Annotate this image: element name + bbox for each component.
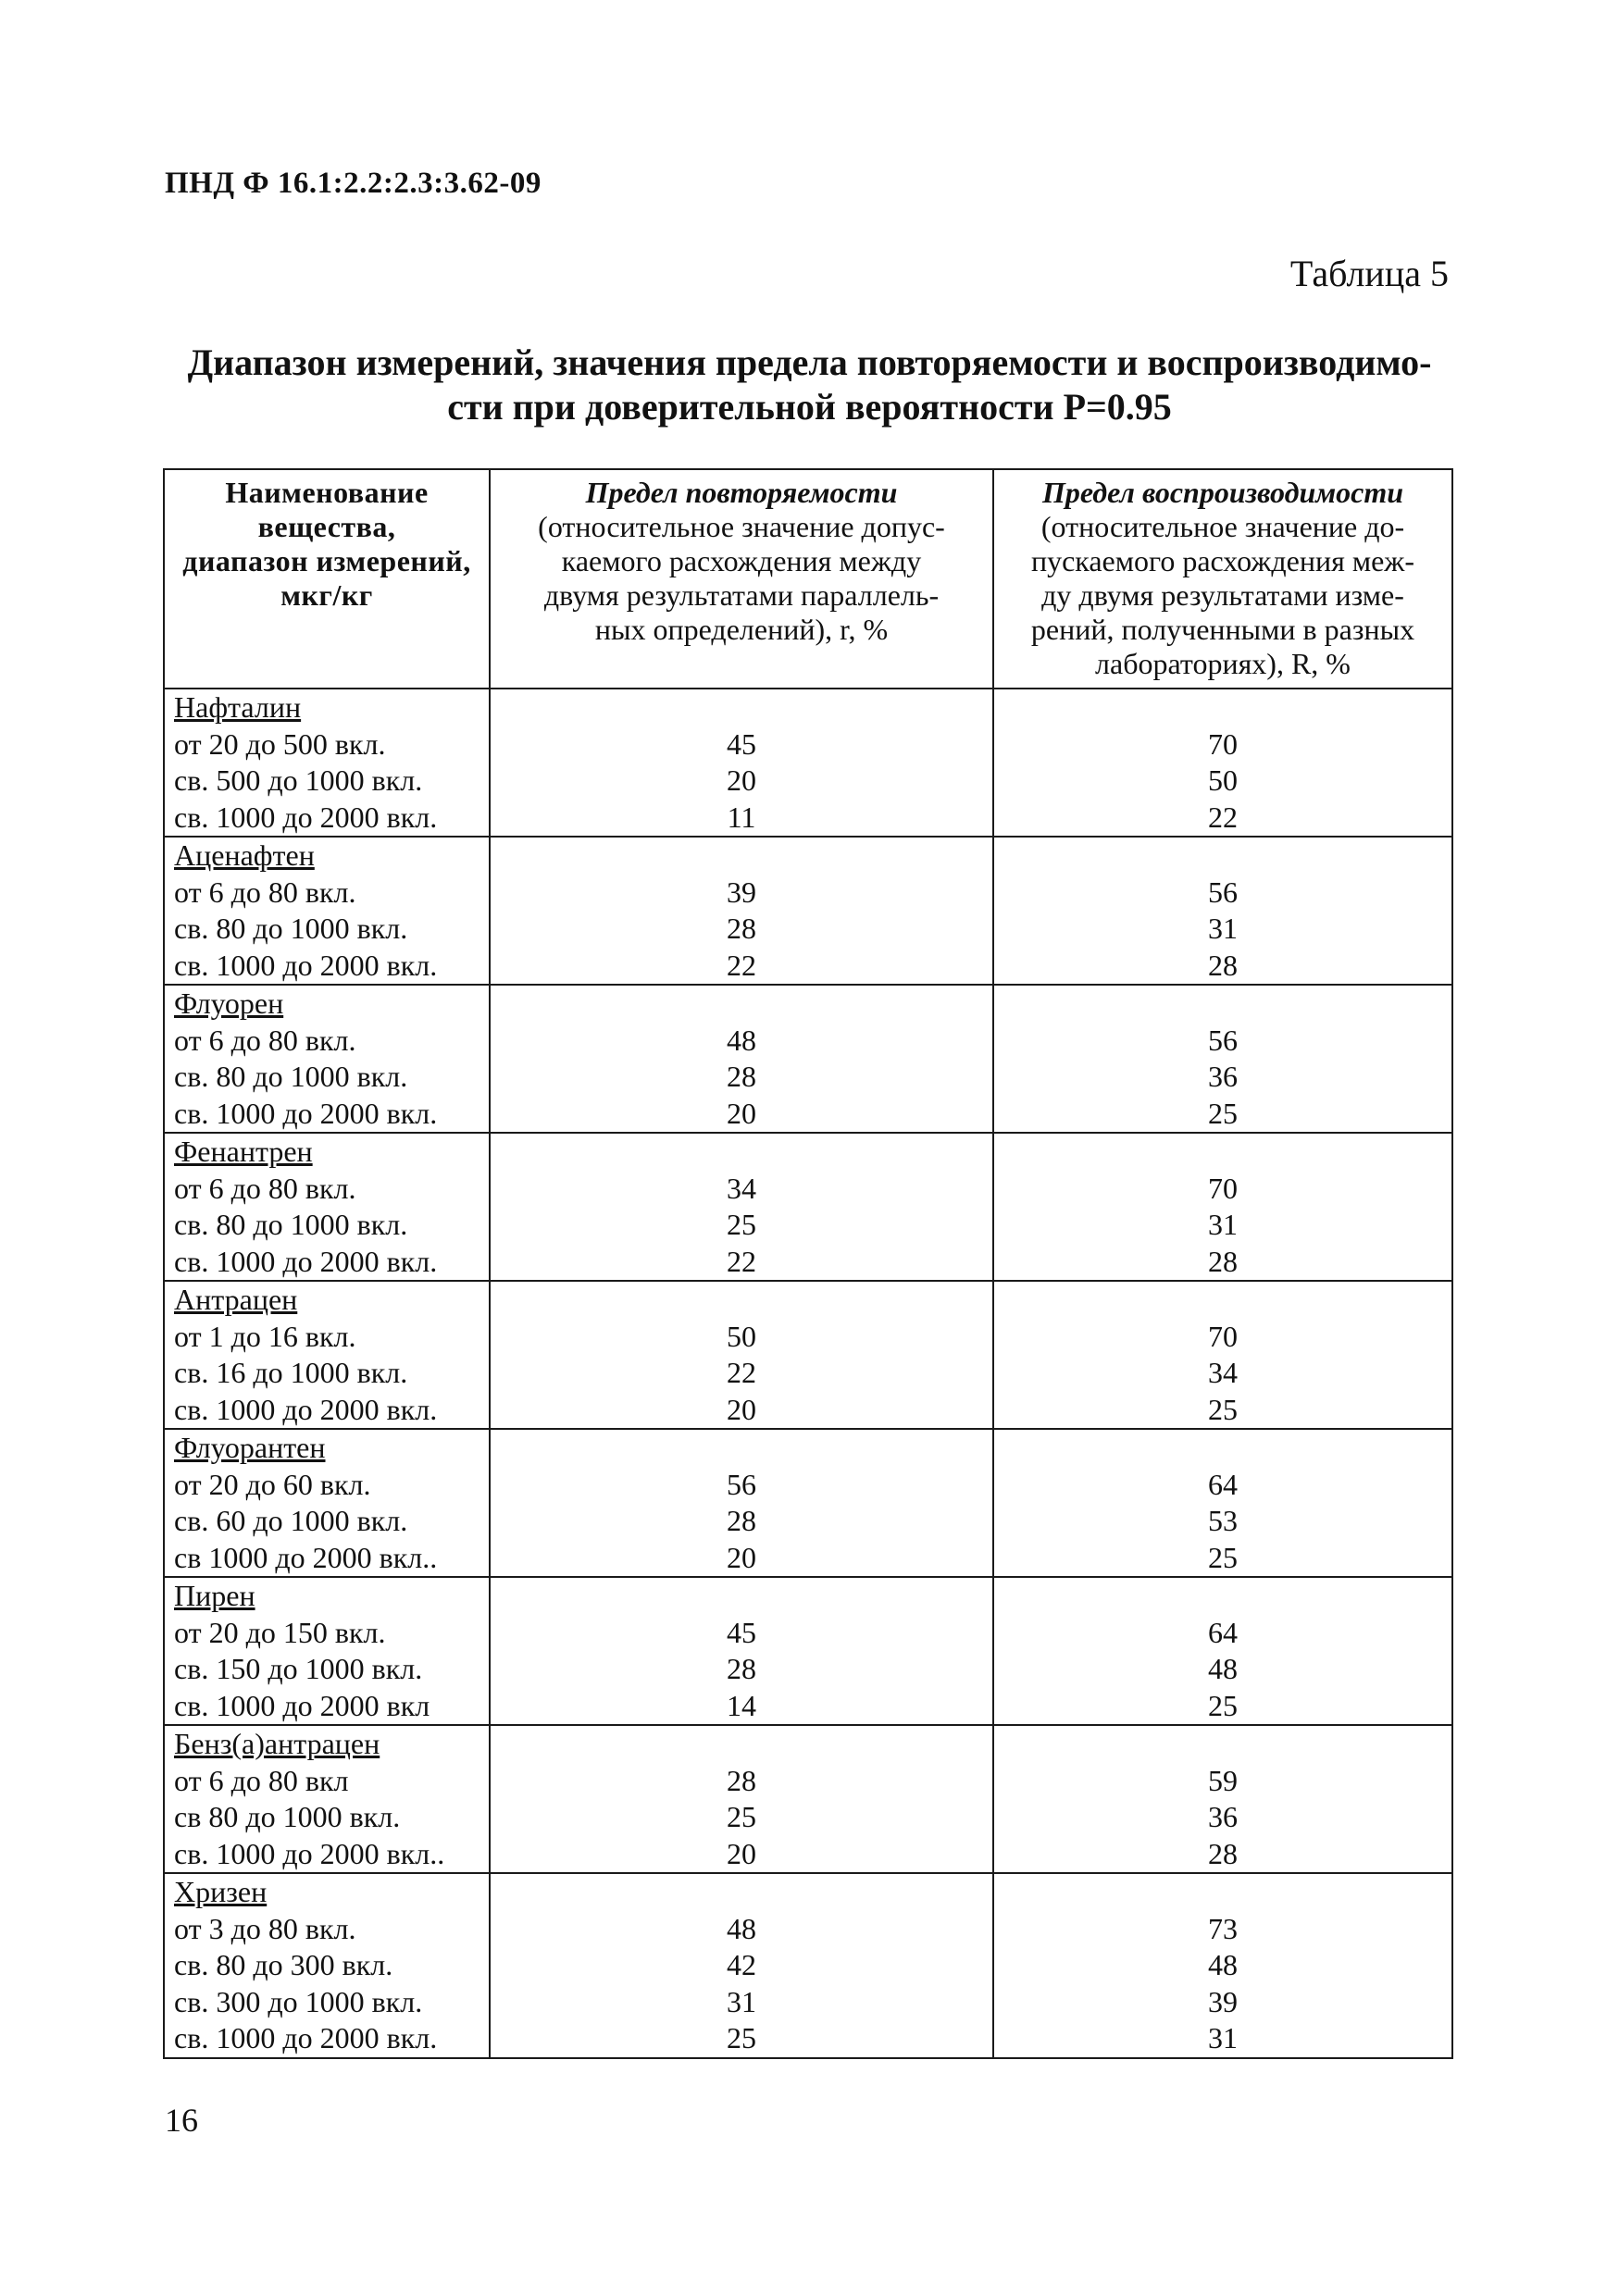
header-c2-line-1: (относительное значение допус- xyxy=(538,510,945,543)
reproducibility-value: 28 xyxy=(1208,1836,1238,1870)
table-row xyxy=(164,985,1452,1133)
reproducibility-value: 70 xyxy=(1208,726,1238,761)
substance-range-cell xyxy=(164,985,490,1133)
measurement-range: св. 1000 до 2000 вкл. xyxy=(174,1096,438,1130)
measurement-range: от 3 до 80 вкл. xyxy=(174,1911,356,1945)
reproducibility-value: 48 xyxy=(1208,1948,1238,1981)
reproducibility-value: 64 xyxy=(1208,1467,1238,1501)
substance-name: Нафталин xyxy=(174,690,302,724)
measurement-range: от 1 до 16 вкл. xyxy=(174,1319,356,1353)
reproducibility-value: 53 xyxy=(1208,1504,1238,1537)
substance-range-cell xyxy=(164,1429,490,1577)
table-header-row xyxy=(164,469,1452,689)
repeatability-value: 25 xyxy=(727,1800,756,1833)
reproducibility-value: 48 xyxy=(1208,1652,1238,1685)
measurement-range: св. 1000 до 2000 вкл. xyxy=(174,948,438,982)
substance-name: Хризен xyxy=(174,1875,268,1908)
reproducibility-cell xyxy=(993,1281,1452,1429)
repeatability-value: 28 xyxy=(727,1504,756,1537)
reproducibility-value: 59 xyxy=(1208,1763,1238,1797)
header-c3-line-5: лабораториях), R, % xyxy=(1095,647,1351,680)
substance-name: Антрацен xyxy=(174,1283,298,1316)
table-title xyxy=(139,341,1480,429)
repeatability-value: 28 xyxy=(727,1652,756,1685)
repeatability-value: 20 xyxy=(727,1392,756,1426)
reproducibility-cell xyxy=(993,837,1452,985)
repeatability-value: 39 xyxy=(727,875,756,909)
table-row xyxy=(164,1429,1452,1577)
header-substance-range xyxy=(164,469,490,689)
reproducibility-cell xyxy=(993,1429,1452,1577)
substance-name: Бенз(а)антрацен xyxy=(174,1727,380,1760)
reproducibility-value: 28 xyxy=(1208,1244,1238,1278)
header-c2-line-3: двумя результатами параллель- xyxy=(543,578,940,612)
reproducibility-value: 22 xyxy=(1208,800,1238,834)
reproducibility-value: 31 xyxy=(1208,912,1238,945)
measurement-range: св. 1000 до 2000 вкл. xyxy=(174,2021,438,2054)
substance-range-cell xyxy=(164,1873,490,2058)
substance-range-cell xyxy=(164,1725,490,1873)
measurement-range: от 6 до 80 вкл xyxy=(174,1763,349,1797)
substance-range-cell xyxy=(164,1577,490,1725)
repeatability-value: 50 xyxy=(727,1319,756,1353)
document-code: ПНД Ф 16.1:2.2:2.3:3.62-09 xyxy=(165,167,542,200)
table-number: Таблица 5 xyxy=(1289,253,1449,294)
repeatability-cell xyxy=(490,1577,993,1725)
reproducibility-value: 70 xyxy=(1208,1171,1238,1205)
header-c1-line-3: диапазон измерений, xyxy=(182,544,471,577)
repeatability-value: 56 xyxy=(727,1467,756,1501)
table-row xyxy=(164,1577,1452,1725)
measurement-range: от 20 до 500 вкл. xyxy=(174,726,386,761)
reproducibility-value: 25 xyxy=(1208,1392,1238,1426)
substance-name: Флуорен xyxy=(174,987,284,1020)
reproducibility-value: 34 xyxy=(1208,1356,1238,1389)
reproducibility-cell xyxy=(993,1873,1452,2058)
header-c3-line-2: пускаемого расхождения меж- xyxy=(1030,544,1415,577)
measurement-range: св. 1000 до 2000 вкл.. xyxy=(174,1836,445,1870)
measurement-range: св. 80 до 300 вкл. xyxy=(174,1948,393,1981)
reproducibility-value: 25 xyxy=(1208,1540,1238,1574)
reproducibility-cell xyxy=(993,1133,1452,1281)
measurement-range: от 6 до 80 вкл. xyxy=(174,1171,356,1205)
table-title-line-2: сти при доверительной вероятности P=0.95 xyxy=(447,386,1172,428)
header-c3-line-3: ду двумя результатами изме- xyxy=(1041,578,1404,612)
repeatability-value: 48 xyxy=(727,1023,756,1057)
measurement-range: св. 1000 до 2000 вкл. xyxy=(174,800,438,834)
repeatability-value: 20 xyxy=(727,1836,756,1870)
substance-name: Флуорантен xyxy=(174,1431,326,1464)
repeatability-value: 11 xyxy=(727,800,756,834)
table-row xyxy=(164,1281,1452,1429)
substance-range-cell xyxy=(164,837,490,985)
substance-range-cell xyxy=(164,689,490,837)
repeatability-cell xyxy=(490,1873,993,2058)
header-c2-line-2: каемого расхождения между xyxy=(561,544,922,577)
repeatability-value: 25 xyxy=(727,2021,756,2054)
reproducibility-value: 56 xyxy=(1208,1023,1238,1057)
reproducibility-value: 28 xyxy=(1208,948,1238,982)
repeatability-value: 45 xyxy=(727,726,756,761)
measurement-range: от 6 до 80 вкл. xyxy=(174,875,356,909)
reproducibility-value: 39 xyxy=(1208,1984,1238,2018)
substance-name: Аценафтен xyxy=(174,838,315,872)
reproducibility-cell xyxy=(993,689,1452,837)
repeatability-value: 28 xyxy=(727,1763,756,1797)
repeatability-cell xyxy=(490,1725,993,1873)
reproducibility-value: 31 xyxy=(1208,1208,1238,1241)
substance-name: Пирен xyxy=(174,1579,255,1612)
table-body xyxy=(164,689,1452,2058)
table-row xyxy=(164,1133,1452,1281)
measurement-range: св 1000 до 2000 вкл.. xyxy=(174,1540,438,1574)
repeatability-value: 48 xyxy=(727,1911,756,1945)
measurement-range: св. 80 до 1000 вкл. xyxy=(174,1060,408,1093)
substance-range-cell xyxy=(164,1281,490,1429)
reproducibility-value: 73 xyxy=(1208,1911,1238,1945)
header-c1-line-1: Наименование xyxy=(225,476,429,509)
repeatability-cell xyxy=(490,1429,993,1577)
reproducibility-value: 25 xyxy=(1208,1688,1238,1722)
measurement-range: от 20 до 150 вкл. xyxy=(174,1615,386,1649)
header-repeatability-limit xyxy=(490,469,993,689)
measurement-range: от 6 до 80 вкл. xyxy=(174,1023,356,1057)
table-title-line-1: Диапазон измерений, значения предела повторяемости и воспроизводимо- xyxy=(187,341,1432,383)
repeatability-cell xyxy=(490,837,993,985)
measurement-range: св. 80 до 1000 вкл. xyxy=(174,1208,408,1241)
header-c1-line-4: мкг/кг xyxy=(280,578,373,612)
measurement-range: от 20 до 60 вкл. xyxy=(174,1467,371,1501)
measurement-range: св. 1000 до 2000 вкл. xyxy=(174,1392,438,1426)
repeatability-value: 45 xyxy=(727,1615,756,1649)
table-row xyxy=(164,689,1452,837)
reproducibility-value: 31 xyxy=(1208,2021,1238,2054)
repeatability-cell xyxy=(490,985,993,1133)
measurement-range: св. 16 до 1000 вкл. xyxy=(174,1356,408,1389)
header-c2-line-4: ных определений), r, % xyxy=(594,613,889,646)
repeatability-value: 20 xyxy=(727,1096,756,1130)
measurement-range: св. 60 до 1000 вкл. xyxy=(174,1504,408,1537)
repeatability-value: 22 xyxy=(727,1244,756,1278)
reproducibility-value: 25 xyxy=(1208,1096,1238,1130)
repeatability-value: 31 xyxy=(727,1984,756,2018)
header-c3-title: Предел воспроизводимости xyxy=(1041,476,1404,509)
measurement-range: св 80 до 1000 вкл. xyxy=(174,1800,401,1833)
repeatability-cell xyxy=(490,1281,993,1429)
repeatability-cell xyxy=(490,689,993,837)
header-c2-title: Предел повторяемости xyxy=(585,476,898,509)
repeatability-value: 20 xyxy=(727,763,756,797)
substance-range-cell xyxy=(164,1133,490,1281)
table-row xyxy=(164,1873,1452,2058)
substance-name: Фенантрен xyxy=(174,1135,313,1168)
data-table xyxy=(163,468,1453,2059)
repeatability-value: 14 xyxy=(727,1688,756,1722)
measurement-range: св. 80 до 1000 вкл. xyxy=(174,912,408,945)
repeatability-cell xyxy=(490,1133,993,1281)
repeatability-value: 28 xyxy=(727,912,756,945)
measurement-range: св. 300 до 1000 вкл. xyxy=(174,1984,423,2018)
measurement-range: св. 1000 до 2000 вкл xyxy=(174,1688,430,1722)
reproducibility-cell xyxy=(993,985,1452,1133)
repeatability-value: 28 xyxy=(727,1060,756,1093)
reproducibility-value: 36 xyxy=(1208,1060,1238,1093)
reproducibility-value: 70 xyxy=(1208,1319,1238,1353)
repeatability-value: 34 xyxy=(727,1171,756,1205)
table-row xyxy=(164,837,1452,985)
measurement-range: св. 500 до 1000 вкл. xyxy=(174,763,423,797)
repeatability-value: 20 xyxy=(727,1540,756,1574)
reproducibility-value: 64 xyxy=(1208,1615,1238,1649)
page-number: 16 xyxy=(165,2102,198,2139)
repeatability-value: 22 xyxy=(727,1356,756,1389)
repeatability-value: 22 xyxy=(727,948,756,982)
table-row xyxy=(164,1725,1452,1873)
header-c1-line-2: вещества, xyxy=(257,510,396,543)
header-reproducibility-limit xyxy=(993,469,1452,689)
repeatability-value: 42 xyxy=(727,1948,756,1981)
repeatability-value: 25 xyxy=(727,1208,756,1241)
reproducibility-value: 36 xyxy=(1208,1800,1238,1833)
reproducibility-value: 50 xyxy=(1208,763,1238,797)
measurement-range: св. 1000 до 2000 вкл. xyxy=(174,1244,438,1278)
reproducibility-cell xyxy=(993,1725,1452,1873)
header-c3-line-1: (относительное значение до- xyxy=(1040,510,1405,543)
reproducibility-cell xyxy=(993,1577,1452,1725)
measurement-range: св. 150 до 1000 вкл. xyxy=(174,1652,423,1685)
header-c3-line-4: рений, полученными в разных xyxy=(1030,613,1415,646)
reproducibility-value: 56 xyxy=(1208,875,1238,909)
